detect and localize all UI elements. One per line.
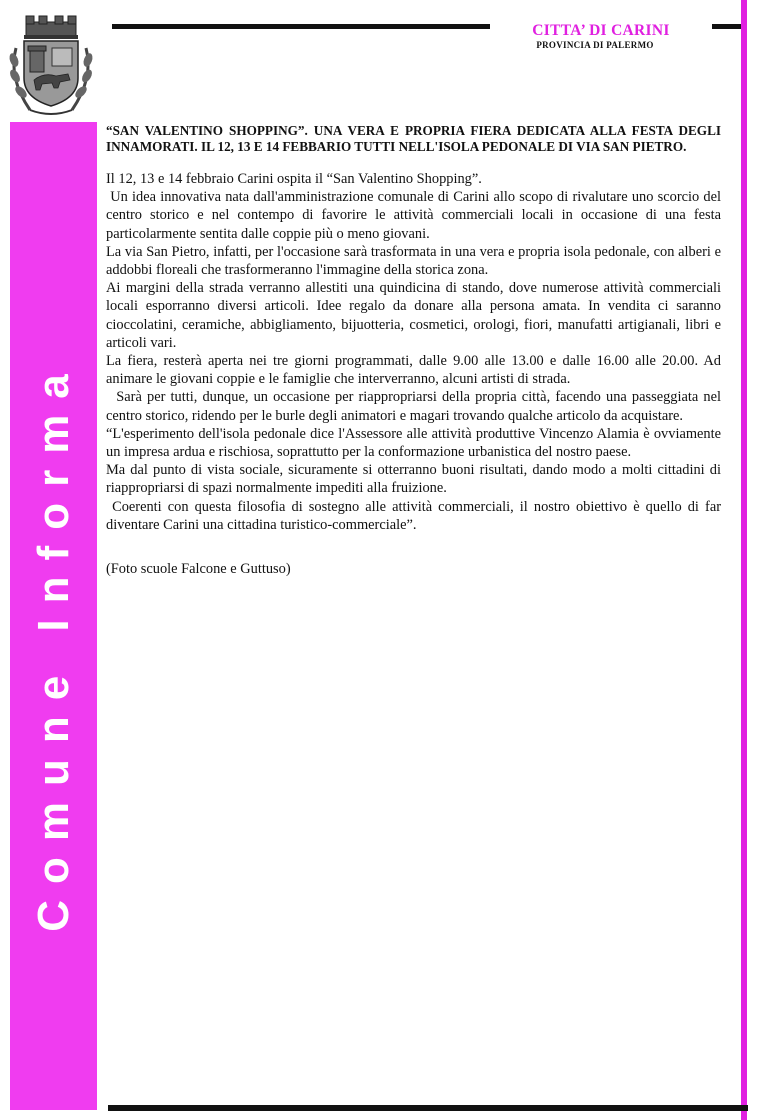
province-name: PROVINCIA DI PALERMO — [536, 40, 654, 50]
article-paragraph: Un idea innovativa nata dall'amministrazione comunale di Carini allo scopo di rivalutare uno scorcio del centro storico e nel contempo di favorire le attività commerciali locali in occasione di una festa particolarmente sentita dalle coppie più o meno giovani. — [106, 189, 721, 242]
article-paragraph: La fiera, resterà aperta nei tre giorni programmati, dalle 9.00 alle 13.00 e dalle 16.00 alle 20.00. Ad animare le giovani coppie e le famiglie che interverranno, alcuni artisti di strada. — [106, 353, 721, 388]
photo-caption: (Foto scuole Falcone e Guttuso) — [106, 561, 291, 578]
sidebar-title: Comune Informa — [29, 358, 78, 932]
article-paragraph: Il 12, 13 e 14 febbraio Carini ospita il “San Valentino Shopping”. — [106, 171, 482, 187]
article-paragraph: La via San Pietro, infatti, per l'occasione sarà trasformata in una vera e propria isola pedonale, con alberi e addobbi floreali che trasformeranno l'immagine della storica zona. — [106, 243, 721, 279]
article-paragraph: Sarà per tutti, dunque, un occasione per riappropriarsi della propria città, facendo una passeggiata nel centro storico, ridendo per le burle degli animatori e magari trovando qualche articolo da acquistare. — [106, 389, 721, 424]
article — [106, 123, 721, 578]
city-name: CITTA’ DI CARINI — [490, 21, 712, 41]
article-paragraph: Ai margini della strada verranno allestiti una quindicina di stando, dove numerose attività commerciali locali esporranno diversi articoli. Idee regalo da donare alla persona amata. In vendita ci saranno cioccolatini, ceramiche, abbigliamento, bijuotteria, cosmetici, orologi, fiori, manufatti artigianali, libri e articoli vari. — [106, 280, 721, 351]
bottom-rule — [108, 1105, 748, 1111]
article-headline: “SAN VALENTINO SHOPPING”. UNA VERA E PROPRIA FIERA DEDICATA ALLA FESTA DEGLI INNAMORATI. IL 12, 13 E 14 FEBBARIO TUTTI NELL'ISOLA PEDONALE DI VIA SAN PIETRO. — [106, 123, 721, 154]
article-paragraph: “L'esperimento dell'isola pedonale dice l'Assessore alle attività produttive Vincenzo Alamia è ovviamente un impresa ardua e rischiosa, soprattutto per la conformazione urbanistica del nostro paese. — [106, 425, 721, 461]
right-accent-bar — [741, 0, 747, 1120]
article-paragraph: Ma dal punto di vista sociale, sicuramente si otterranno buoni risultati, dando modo a molti cittadini di riappropriarsi di spazi normalmente impediti alla fruizione. — [106, 462, 721, 497]
article-paragraph: Coerenti con questa filosofia di sostegno alle attività commerciali, il nostro obiettivo è quello di far diventare Carini una cittadina turistico-commerciale”. — [106, 498, 721, 533]
municipal-coat-of-arms-icon — [4, 8, 98, 120]
